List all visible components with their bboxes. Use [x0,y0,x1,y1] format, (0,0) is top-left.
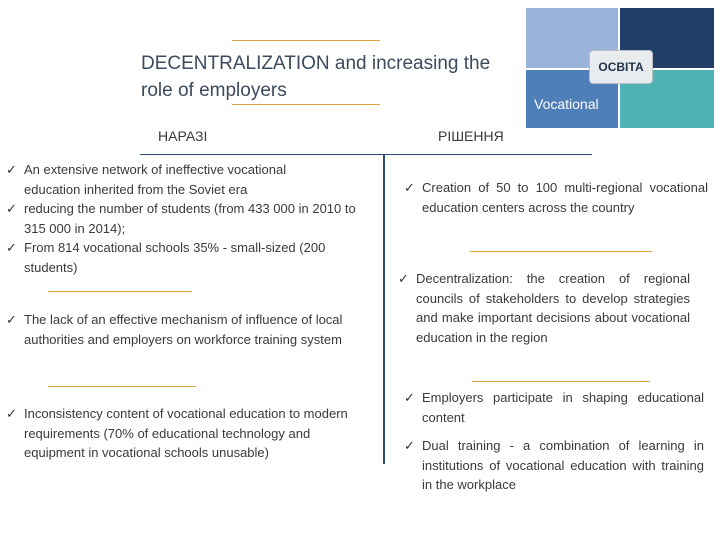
title-rule-bottom [232,104,380,105]
slide-title: DECENTRALIZATION and increasing the role of employers [141,53,491,101]
right-item-3 [404,388,704,427]
right-item-text: Dual training - a combination of learning in institutions of vocational education with training in the workplace [422,438,704,492]
left-item-3 [6,238,378,277]
left-item-2 [6,199,368,238]
logo-caption: Vocational [534,96,599,112]
column-divider [383,154,385,464]
left-rule-1 [48,291,192,292]
right-item-1 [404,178,708,217]
check-icon: ✓ [404,438,415,453]
left-item-text: From 814 vocational schools 35% - small-sized (200 students) [24,240,326,275]
header-rule [140,154,592,155]
check-icon: ✓ [6,406,17,421]
check-icon: ✓ [6,162,17,177]
left-column-header: НАРАЗІ [158,128,208,144]
right-column-header: РІШЕННЯ [438,128,504,144]
left-item-text: reducing the number of students (from 433 000 in 2010 to 315 000 in 2014); [24,201,356,236]
check-icon: ✓ [404,180,415,195]
left-item-4 [6,310,388,349]
right-item-2 [398,269,690,347]
left-rule-2 [48,386,196,387]
left-item-5 [6,404,358,463]
right-item-text: Decentralization: the creation of regional councils of stakeholders to develop strategies and make important decisions about vocational education in the region [416,271,690,345]
left-item-text: Inconsistency content of vocational education to modern requirements (70% of educational technology and equipment in vocational schools unusable) [24,406,348,460]
left-item-text: An extensive network of ineffective vocational education inherited from the Soviet era [24,162,287,197]
right-rule-1 [470,251,652,252]
right-item-text: Employers participate in shaping educational content [422,390,704,425]
check-icon: ✓ [404,390,415,405]
logo-badge: ОСВІТА [589,50,653,84]
right-rule-2 [472,381,650,382]
title-rule-top [232,40,380,41]
check-icon: ✓ [6,201,17,216]
right-item-text: Creation of 50 to 100 multi-regional vocational education centers across the country [422,180,708,215]
right-item-4 [404,436,704,495]
check-icon: ✓ [398,271,409,286]
check-icon: ✓ [6,312,17,327]
check-icon: ✓ [6,240,17,255]
left-item-text: The lack of an effective mechanism of influence of local authorities and employers on workforce training system [24,312,343,347]
left-item-1 [6,160,346,199]
